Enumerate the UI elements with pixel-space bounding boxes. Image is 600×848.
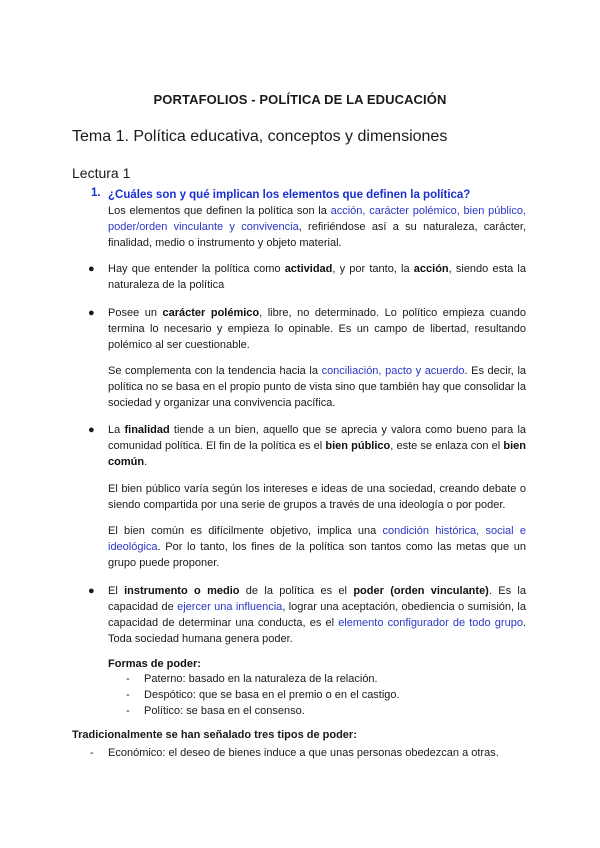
document-title: PORTAFOLIOS - POLÍTICA DE LA EDUCACIÓN	[153, 92, 447, 107]
text: , y por tanto, la	[332, 263, 414, 275]
text: El bien común es difícilmente objetivo, implica una	[108, 525, 383, 537]
list-item	[108, 671, 400, 687]
answer-text-1: Los elementos que definen la política son la	[108, 205, 331, 217]
text: , lograr una aceptación, obediencia o sumisión, la capacidad de determinar una conducta, es el	[108, 601, 526, 629]
list-item	[108, 703, 400, 719]
formas-poder-heading	[108, 656, 526, 672]
bullet-symbol: ●	[88, 424, 95, 436]
highlight-influencia: ejercer una influencia	[177, 601, 283, 613]
list-item-text: Económico: el deseo de bienes induce a que unas personas obedezcan a otras.	[108, 747, 499, 759]
list-item-text: Paterno: basado en la naturaleza de la relación.	[144, 673, 378, 685]
bullet-accion	[108, 261, 526, 293]
tipos-poder-heading: Tradicionalmente se han señalado tres tipos de poder:	[72, 729, 357, 741]
lectura-heading: Lectura 1	[72, 165, 131, 181]
formas-poder-title: Formas de poder:	[108, 658, 201, 670]
dash-marker: -	[126, 705, 130, 717]
answer-highlight: acción, carácter polémico, bien público, poder/orden vinculante y convivencia	[108, 205, 526, 233]
bold-bien-publico: bien público	[325, 440, 391, 452]
question-text: ¿Cuáles son y qué implican los elementos que definen la política?	[108, 189, 471, 201]
question-block	[108, 187, 526, 251]
tema-heading: Tema 1. Política educativa, conceptos y dimensiones	[72, 128, 448, 145]
bold-finalidad: finalidad	[124, 424, 170, 436]
highlight-condicion: condición histórica, social e ideológica	[108, 525, 526, 553]
text: , este se enlaza con el	[390, 440, 504, 452]
list-item-text: Político: se basa en el consenso.	[144, 705, 305, 717]
list-item	[108, 687, 400, 703]
text: El	[108, 585, 125, 597]
bullet-symbol: ●	[88, 307, 95, 319]
dash-marker: -	[126, 673, 130, 685]
text: de la política es el	[239, 585, 354, 597]
bold-poder: poder (orden vinculante)	[353, 585, 489, 597]
bullet-finalidad	[108, 422, 526, 470]
dash-marker: -	[90, 747, 94, 759]
answer-text-2: , refiriéndose así a su naturaleza, carácter, finalidad, medio o instrumento y objeto material.	[108, 221, 526, 249]
bullet-symbol: ●	[88, 585, 95, 597]
bold-caracter-polemico: carácter polémico	[162, 307, 260, 319]
bullet-polemico	[108, 305, 526, 353]
finalidad-paragraph-2: El bien público varía según los intereses e ideas de una sociedad, creando debate o siendo compartida por una serie de grupos a través de una ideología o por poder.	[108, 483, 526, 511]
bullet-symbol: ●	[88, 263, 95, 275]
text: Posee un	[108, 307, 163, 319]
highlight-configurador: elemento configurador de todo grupo	[338, 617, 523, 629]
bullet-instrumento	[108, 583, 526, 647]
bold-actividad: actividad	[284, 263, 333, 275]
text: tiende a un bien, aquello que se aprecia y valora como bueno para la comunidad política. El fin de la política es el	[108, 424, 527, 452]
text: Se complementa con la tendencia hacia la	[108, 365, 322, 377]
text: Hay que entender la política como	[108, 263, 285, 275]
bold-bien-comun: bien común	[108, 440, 527, 468]
bold-instrumento: instrumento o medio	[124, 585, 240, 597]
bold-accion: acción	[413, 263, 449, 275]
text: La	[108, 424, 125, 436]
highlight-conciliacion: conciliación, pacto y acuerdo	[321, 365, 465, 377]
text: , libre, no determinado. Lo político empieza cuando termina lo necesario y empieza lo opinable. Es un campo de libertad, resultando polémico al ser cuestionable.	[108, 307, 526, 351]
text: .	[144, 456, 148, 468]
question-number: 1.	[91, 187, 101, 199]
text: , siendo esta la naturaleza de la política	[108, 263, 526, 291]
text: . Toda sociedad humana genera poder.	[108, 617, 526, 645]
finalidad-paragraph-3	[108, 523, 526, 571]
text: . Es decir, la política no se basa en el propio punto de vista sino que también hay que consolidar la sociedad y organizar una convivencia pacífica.	[108, 365, 527, 409]
formas-poder-list	[108, 671, 400, 719]
dash-marker: -	[126, 689, 130, 701]
polemico-paragraph-2	[108, 363, 526, 411]
list-item-text: Despótico: que se basa en el premio o en el castigo.	[144, 689, 400, 701]
text: . Es la capacidad de	[108, 585, 526, 613]
text: . Por lo tanto, los fines de la política son tantos como las metas que un grupo puede proponer.	[108, 541, 526, 569]
